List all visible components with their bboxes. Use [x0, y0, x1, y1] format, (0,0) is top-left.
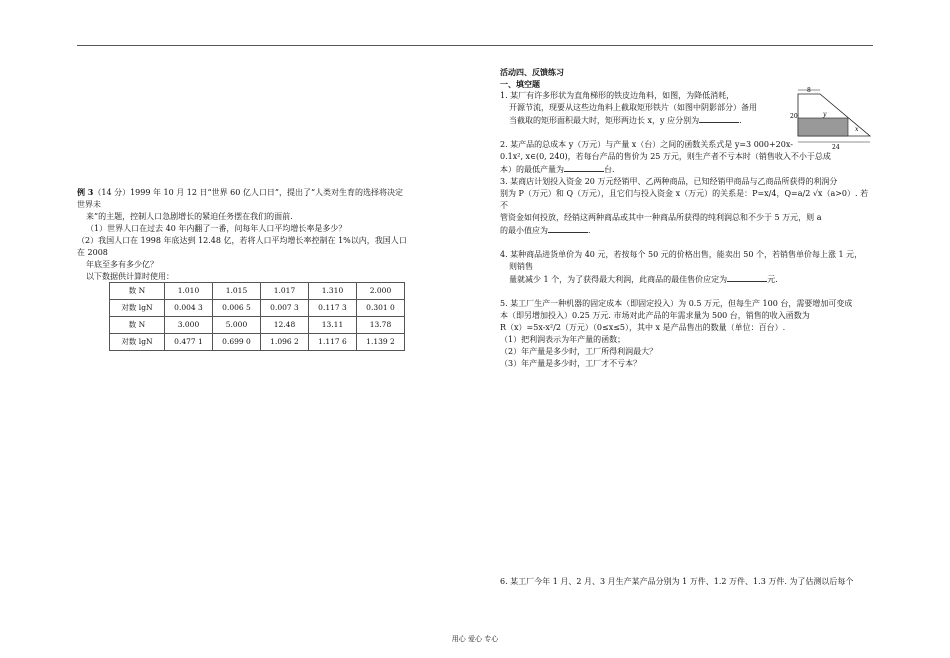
answer-blank	[699, 114, 739, 123]
table-cell: 0.477 1	[165, 334, 213, 351]
question-2b: 年底至多有多少亿？	[86, 260, 158, 269]
table-cell: 数 N	[110, 317, 165, 334]
problem-2-line-3: 本）的最低产量为	[500, 165, 564, 174]
header-rule	[77, 45, 873, 46]
figure-bottom-label: 24	[832, 144, 840, 150]
page-footer: 用心 爱心 专心	[451, 635, 499, 643]
problem-1-line-3: 当截取的矩形面积最大时，矩形两边长 x，y 应分别为	[509, 116, 700, 125]
log-table	[109, 282, 405, 351]
problem-5-line-2: 本（即另增加投入）0.25 万元. 市场对此产品的年需求量为 500 台，销售的收入函数为	[500, 311, 810, 320]
formula-text: ，Q=	[776, 189, 798, 198]
fraction-p: x/4	[764, 189, 777, 198]
problem-3-line-4: 的最小值应为	[500, 226, 548, 235]
answer-blank	[548, 224, 588, 233]
table-cell: 13.11	[309, 317, 357, 334]
table-cell: 对数 lgN	[110, 334, 165, 351]
answer-blank	[727, 273, 767, 282]
table-cell: 0.699 0	[213, 334, 261, 351]
problem-5-q2: （2）年产量是多少时，工厂所得利润最大？	[500, 347, 658, 356]
unit-text: 元.	[767, 275, 778, 284]
table-cell: 5.000	[213, 317, 261, 334]
problem-5-q3: （3）年产量是多少时，工厂才不亏本？	[500, 359, 642, 368]
problem-4-line-1: 4. 某种商品进货单价为 40 元，若按每个 50 元的价格出售，能卖出 50 个，若销售单价每上涨 1 元，	[500, 250, 863, 259]
figure-left-label: 20	[790, 113, 798, 120]
table-cell: 对数 lgN	[110, 300, 165, 317]
question-2a: （2）我国人口在 1998 年底达到 12.48 亿，若将人口平均增长率控制在 1%以内，我国人口在 2008	[77, 236, 407, 257]
table-cell: 3.000	[165, 317, 213, 334]
table-cell: 1.139 2	[357, 334, 405, 351]
problem-5-line-1: 5. 某工厂生产一种机器的固定成本（即固定投入）为 0.5 万元，但每生产 100 台，需要增加可变成	[500, 299, 853, 308]
example-intro: （14 分）1999 年 10 月 12 日“世界 60 亿人口日”，提出了“人类对生育的选择将决定世界未	[77, 188, 404, 209]
example-3	[77, 186, 407, 283]
problem-5-line-3: R（x）=5x-	[500, 323, 546, 332]
table-cell: 1.015	[213, 283, 261, 300]
formula-text: （万元）（0≤x≤5），其中 x 是产品售出的数量（单位：百台）.	[560, 323, 786, 332]
table-row	[110, 300, 405, 317]
problem-6-line-1: 6. 某工厂今年 1 月、2 月、3 月生产某产品分别为 1 万件、1.2 万件、1.3 万件. 为了估测以后每个	[500, 577, 854, 586]
unit-text: 台.	[604, 165, 615, 174]
table-cell: 1.310	[309, 283, 357, 300]
example-head: 例 3	[77, 187, 94, 197]
problem-3-line-3: 管资金如何投放，经销这两种商品或其中一种商品所获得的纯利润总和不少于 5 万元，则 a	[500, 213, 822, 222]
problem-5-q1: （1）把利润表示为年产量的函数；	[500, 335, 626, 344]
table-cell: 12.48	[261, 317, 309, 334]
table-cell: 数 N	[110, 283, 165, 300]
trapezoid-figure	[790, 86, 874, 150]
subsection-title: 一、填空题	[500, 79, 540, 89]
table-row	[110, 334, 405, 351]
figure-x-label: x	[855, 126, 859, 133]
problem-1-line-1: 1. 某厂有许多形状为直角梯形的铁皮边角料，如图，为降低消耗，	[500, 91, 735, 100]
table-cell: 0.301 0	[357, 300, 405, 317]
section-title: 活动四、反馈练习	[500, 67, 564, 77]
table-cell: 0.117 3	[309, 300, 357, 317]
table-cell: 0.007 3	[261, 300, 309, 317]
figure-top-label: 8	[807, 87, 811, 94]
table-cell: 0.006 5	[213, 300, 261, 317]
data-note: 以下数据供计算时使用：	[86, 272, 174, 281]
table-cell: 1.017	[261, 283, 309, 300]
problem-2-line-1: 2. 某产品的总成本 y（万元）与产量 x（台）之间的函数关系式是 y=3 000+20x-	[500, 140, 793, 149]
table-cell: 1.117 6	[309, 334, 357, 351]
problem-1-line-2: 开源节流，现要从这些边角料上截取矩形铁片（如图中阴影部分）备用	[509, 103, 757, 112]
problem-3-line-2: 别为 P（万元）和 Q（万元），且它们与投入资金 x（万元）的关系是：P=	[500, 189, 765, 198]
table-cell: 1.010	[165, 283, 213, 300]
formula-text: （a>0）. 若不	[500, 189, 869, 210]
fraction-r: x²/2	[545, 323, 561, 332]
exercise-column: 活动四、反馈练习 一、填空题 1. 某厂有许多形状为直角梯形的铁皮边角料，如图，为降低消耗， 开源节流，现要从这些边角料上截取矩形铁片（如图中阴影部分）备用 当截取的矩形面积最大时，矩形两边长 x，y 应分别为 . 2. 某产品的总成本 y（万元）与产量 x（台）之间的函数关系式是 y=3 000+20x- 0.1x², x∈(0, 240)，若每台产品的售价为 25 万元，则生产者不亏本时（销售收入不小于总成 本）的最低产量为 台. 3. 某商店计划投入资金 20 万元经销甲、乙两种商品，已知经销甲商品与乙商品所获得的利润分 别为 P（万元）和 Q（万元），且它们与投入资金 x（万元）的关系是：P=x/4，Q=a/2 √x（a>0）. 若不 管资金如何投放，经销这两种商品或其中一种商品所获得的纯利润总和不少于 5 万元，则 a 的最小值应为 . 4. 某种商品进货单价为 40 元，若按每个 50 元的价格出售，能卖出 50 个，若销售单价每上涨 1 元， 则销售 量就减少 1 个，为了获得最大利润，此商品的最佳售价应定为 元. 5. 某工厂生产一种机器的固定成本（即固定投入）为 0.5 万元，但每生产 100 台，需要增加可变成 本（即另增加投入）0.25 万元. 市场对此产品的年需求量为 500 台，销售的收入函数为 R（x）=5x-x²/2（万元）（0≤x≤5），其中 x 是产品售出的数量（单位：百台）. （1）把利润表示为年产量的函数； （2）年产量是多少时，工厂所得利润最大？ （3）年产量是多少时，工厂才不亏本？	[500, 66, 876, 370]
question-1: （1）世界人口在过去 40 年内翻了一番，问每年人口平均增长率是多少？	[86, 224, 347, 233]
example-intro-2: 来”的主题，控制人口急剧增长的紧迫任务摆在我们的面前.	[86, 212, 293, 221]
table-row	[110, 283, 405, 300]
problem-4-line-2: 则销售	[509, 262, 533, 271]
answer-blank	[564, 163, 604, 172]
problem-3-line-1: 3. 某商店计划投入资金 20 万元经销甲、乙两种商品，已知经销甲商品与乙商品所获得的利润分	[500, 177, 838, 186]
table-cell: 13.78	[357, 317, 405, 334]
table-cell: 2.000	[357, 283, 405, 300]
problem-4-line-3: 量就减少 1 个，为了获得最大利润，此商品的最佳售价应定为	[509, 275, 728, 284]
fraction-q: a/2 √x	[797, 189, 823, 198]
table-cell: 0.004 3	[165, 300, 213, 317]
problem-2-line-2: 0.1x², x∈(0, 240)，若每台产品的售价为 25 万元，则生产者不亏本时（销售收入不小于总成	[500, 152, 831, 161]
table-row	[110, 317, 405, 334]
figure-y-label: y	[823, 111, 827, 118]
table-cell: 1.096 2	[261, 334, 309, 351]
